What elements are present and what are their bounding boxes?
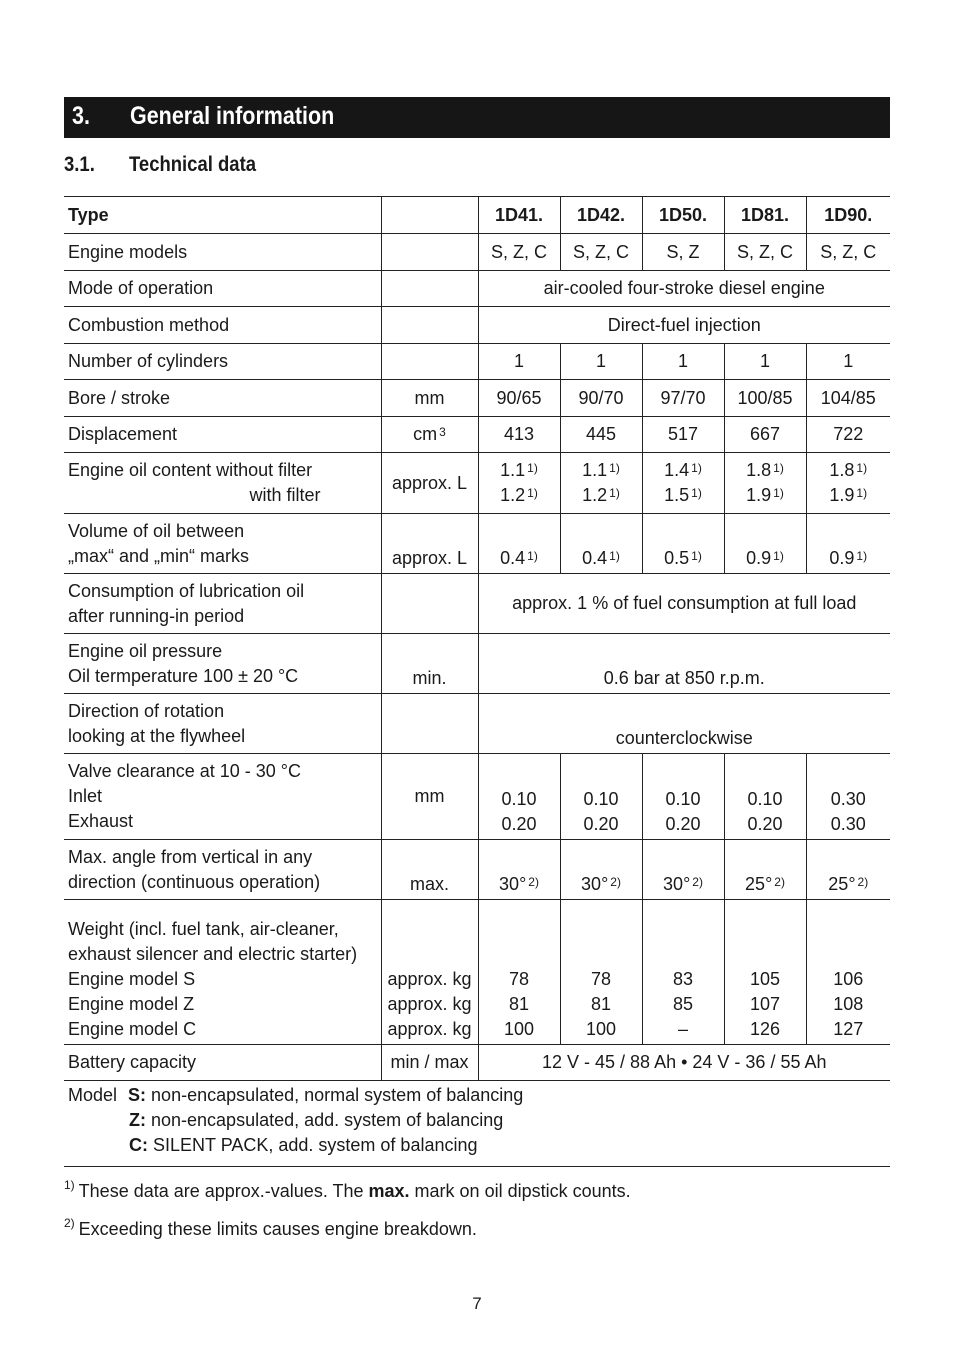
unit-cell: mm <box>381 380 478 417</box>
value-cell: 78 81 100 <box>478 900 560 1045</box>
value-cell: 445 <box>560 417 642 453</box>
table-row-max-angle <box>64 840 890 900</box>
value-cell: 667 <box>724 417 806 453</box>
value-cell: 1.8 $^{1)}$ 1.9 $^{1)}$ <box>724 453 806 514</box>
value-cell: 0.9 $^{1)}$ <box>806 514 890 574</box>
value-cell: 1.1 $^{1)}$ 1.2 $^{1)}$ <box>478 453 560 514</box>
value-cell: 0.30 0.30 <box>806 754 890 840</box>
value-cell: 0.10 0.20 <box>642 754 724 840</box>
type-cell: 1D50. <box>642 197 724 234</box>
value-cell: counterclockwise <box>478 694 890 754</box>
row-label: Consumption of lubrication oil after running-in period <box>64 574 381 634</box>
model-legend-item: C: SILENT PACK, add. system of balancing <box>129 1135 478 1155</box>
model-legend-prefix: Model <box>68 1085 118 1105</box>
value-cell: 25° $^{2)}$ <box>724 840 806 900</box>
value-cell: air-cooled four-stroke diesel engine <box>478 271 890 307</box>
value-cell: approx. 1 % of fuel consumption at full load <box>478 574 890 634</box>
table-row-weight <box>64 900 890 1045</box>
value-cell: 30° $^{2)}$ <box>560 840 642 900</box>
unit-cell: min. <box>381 634 478 694</box>
row-label: Type <box>64 197 381 234</box>
table-row-consumption <box>64 574 890 634</box>
section-header <box>64 97 890 138</box>
value-cell: 0.4 $^{1)}$ <box>560 514 642 574</box>
value-cell: S, Z <box>642 234 724 271</box>
value-cell: 0.10 0.20 <box>560 754 642 840</box>
table-row-cylinders <box>64 344 890 380</box>
value-cell: 97/70 <box>642 380 724 417</box>
value-cell: 1 <box>724 344 806 380</box>
type-cell: 1D42. <box>560 197 642 234</box>
value-cell: Direct-fuel injection <box>478 307 890 344</box>
unit-cell: approx. L <box>381 453 478 514</box>
row-label: Battery capacity <box>64 1045 381 1081</box>
value-cell: 78 81 100 <box>560 900 642 1045</box>
value-cell: 413 <box>478 417 560 453</box>
table-row-type <box>64 197 890 234</box>
value-cell: 30° $^{2)}$ <box>478 840 560 900</box>
table-row-combustion <box>64 307 890 344</box>
table-row-bore-stroke <box>64 380 890 417</box>
value-cell: S, Z, C <box>724 234 806 271</box>
unit-cell: approx. kg approx. kg approx. kg <box>381 900 478 1045</box>
section-number: 3. <box>72 102 90 130</box>
value-cell: 106 108 127 <box>806 900 890 1045</box>
unit-cell: cm $^3$ <box>381 417 478 453</box>
value-cell: 12 V - 45 / 88 Ah • 24 V - 36 / 55 Ah <box>478 1045 890 1081</box>
table-row-battery <box>64 1045 890 1081</box>
table-row-engine-models <box>64 234 890 271</box>
page-number: 7 <box>472 1294 482 1313</box>
row-label: Volume of oil between „max“ and „min“ marks <box>64 514 381 574</box>
row-label: Max. angle from vertical in any direction (continuous operation) <box>64 840 381 900</box>
table-row-mode <box>64 271 890 307</box>
value-cell: 1.4 $^{1)}$ 1.5 $^{1)}$ <box>642 453 724 514</box>
value-cell: S, Z, C <box>478 234 560 271</box>
row-label: Number of cylinders <box>64 344 381 380</box>
value-cell: 30° $^{2)}$ <box>642 840 724 900</box>
value-cell: S, Z, C <box>806 234 890 271</box>
type-cell: 1D41. <box>478 197 560 234</box>
table-row-rotation <box>64 694 890 754</box>
value-cell: 90/70 <box>560 380 642 417</box>
type-cell: 1D81. <box>724 197 806 234</box>
unit-cell: max. <box>381 840 478 900</box>
value-cell: 1 <box>642 344 724 380</box>
table-row-oil-pressure <box>64 634 890 694</box>
value-cell: 83 85 – <box>642 900 724 1045</box>
footnote-2: $^{2)}$ Exceeding these limits causes engine breakdown. <box>64 1216 477 1239</box>
model-legend: Model S: non-encapsulated, normal system of balancing Z: non-encapsulated, add. system of balancing C: SILENT PACK, add. system of balancing <box>64 1083 890 1158</box>
type-cell: 1D90. <box>806 197 890 234</box>
table-row-valve-clearance <box>64 754 890 840</box>
table-row-oil-content <box>64 453 890 514</box>
value-cell: 0.9 $^{1)}$ <box>724 514 806 574</box>
unit-cell: min / max <box>381 1045 478 1081</box>
value-cell: 722 <box>806 417 890 453</box>
unit-cell <box>381 197 478 234</box>
value-cell: 100/85 <box>724 380 806 417</box>
value-cell: 25° $^{2)}$ <box>806 840 890 900</box>
row-label: Engine oil pressure Oil termperature 100 ± 20 °C <box>64 634 381 694</box>
row-label: Direction of rotation looking at the flywheel <box>64 694 381 754</box>
row-label: Weight (incl. fuel tank, air-cleaner, exhaust silencer and electric starter) Engine model S Engine model Z Engine model C <box>64 900 381 1045</box>
technical-data-table <box>64 196 890 1081</box>
row-label: Bore / stroke <box>64 380 381 417</box>
value-cell: 0.10 0.20 <box>724 754 806 840</box>
row-label: Displacement <box>64 417 381 453</box>
unit-cell: mm <box>381 754 478 840</box>
value-cell: 1.8 $^{1)}$ 1.9 $^{1)}$ <box>806 453 890 514</box>
value-cell: 0.6 bar at 850 r.p.m. <box>478 634 890 694</box>
value-cell: 0.5 $^{1)}$ <box>642 514 724 574</box>
value-cell: 1 <box>478 344 560 380</box>
footnote-1: $^{1)}$ These data are approx.-values. The max. mark on oil dipstick counts. <box>64 1178 631 1201</box>
section-title: General information <box>130 102 335 130</box>
value-cell: 517 <box>642 417 724 453</box>
table-row-displacement <box>64 417 890 453</box>
divider <box>64 1166 890 1167</box>
row-label: Combustion method <box>64 307 381 344</box>
value-cell: 1 <box>560 344 642 380</box>
row-label: Engine oil content without filter with filter <box>64 453 381 514</box>
value-cell: 105 107 126 <box>724 900 806 1045</box>
subsection-number: 3.1. <box>64 153 95 176</box>
table-row-oil-volume <box>64 514 890 574</box>
value-cell: 1 <box>806 344 890 380</box>
subsection-title: Technical data <box>129 153 257 176</box>
row-label: Engine models <box>64 234 381 271</box>
row-label: Mode of operation <box>64 271 381 307</box>
value-cell: 1.1 $^{1)}$ 1.2 $^{1)}$ <box>560 453 642 514</box>
value-cell: 0.4 $^{1)}$ <box>478 514 560 574</box>
value-cell: 104/85 <box>806 380 890 417</box>
model-legend-item: Z: non-encapsulated, add. system of balancing <box>129 1110 504 1130</box>
value-cell: 0.10 0.20 <box>478 754 560 840</box>
value-cell: S, Z, C <box>560 234 642 271</box>
unit-cell: approx. L <box>381 514 478 574</box>
row-label: Valve clearance at 10 - 30 °C Inlet Exhaust <box>64 754 381 840</box>
value-cell: 90/65 <box>478 380 560 417</box>
